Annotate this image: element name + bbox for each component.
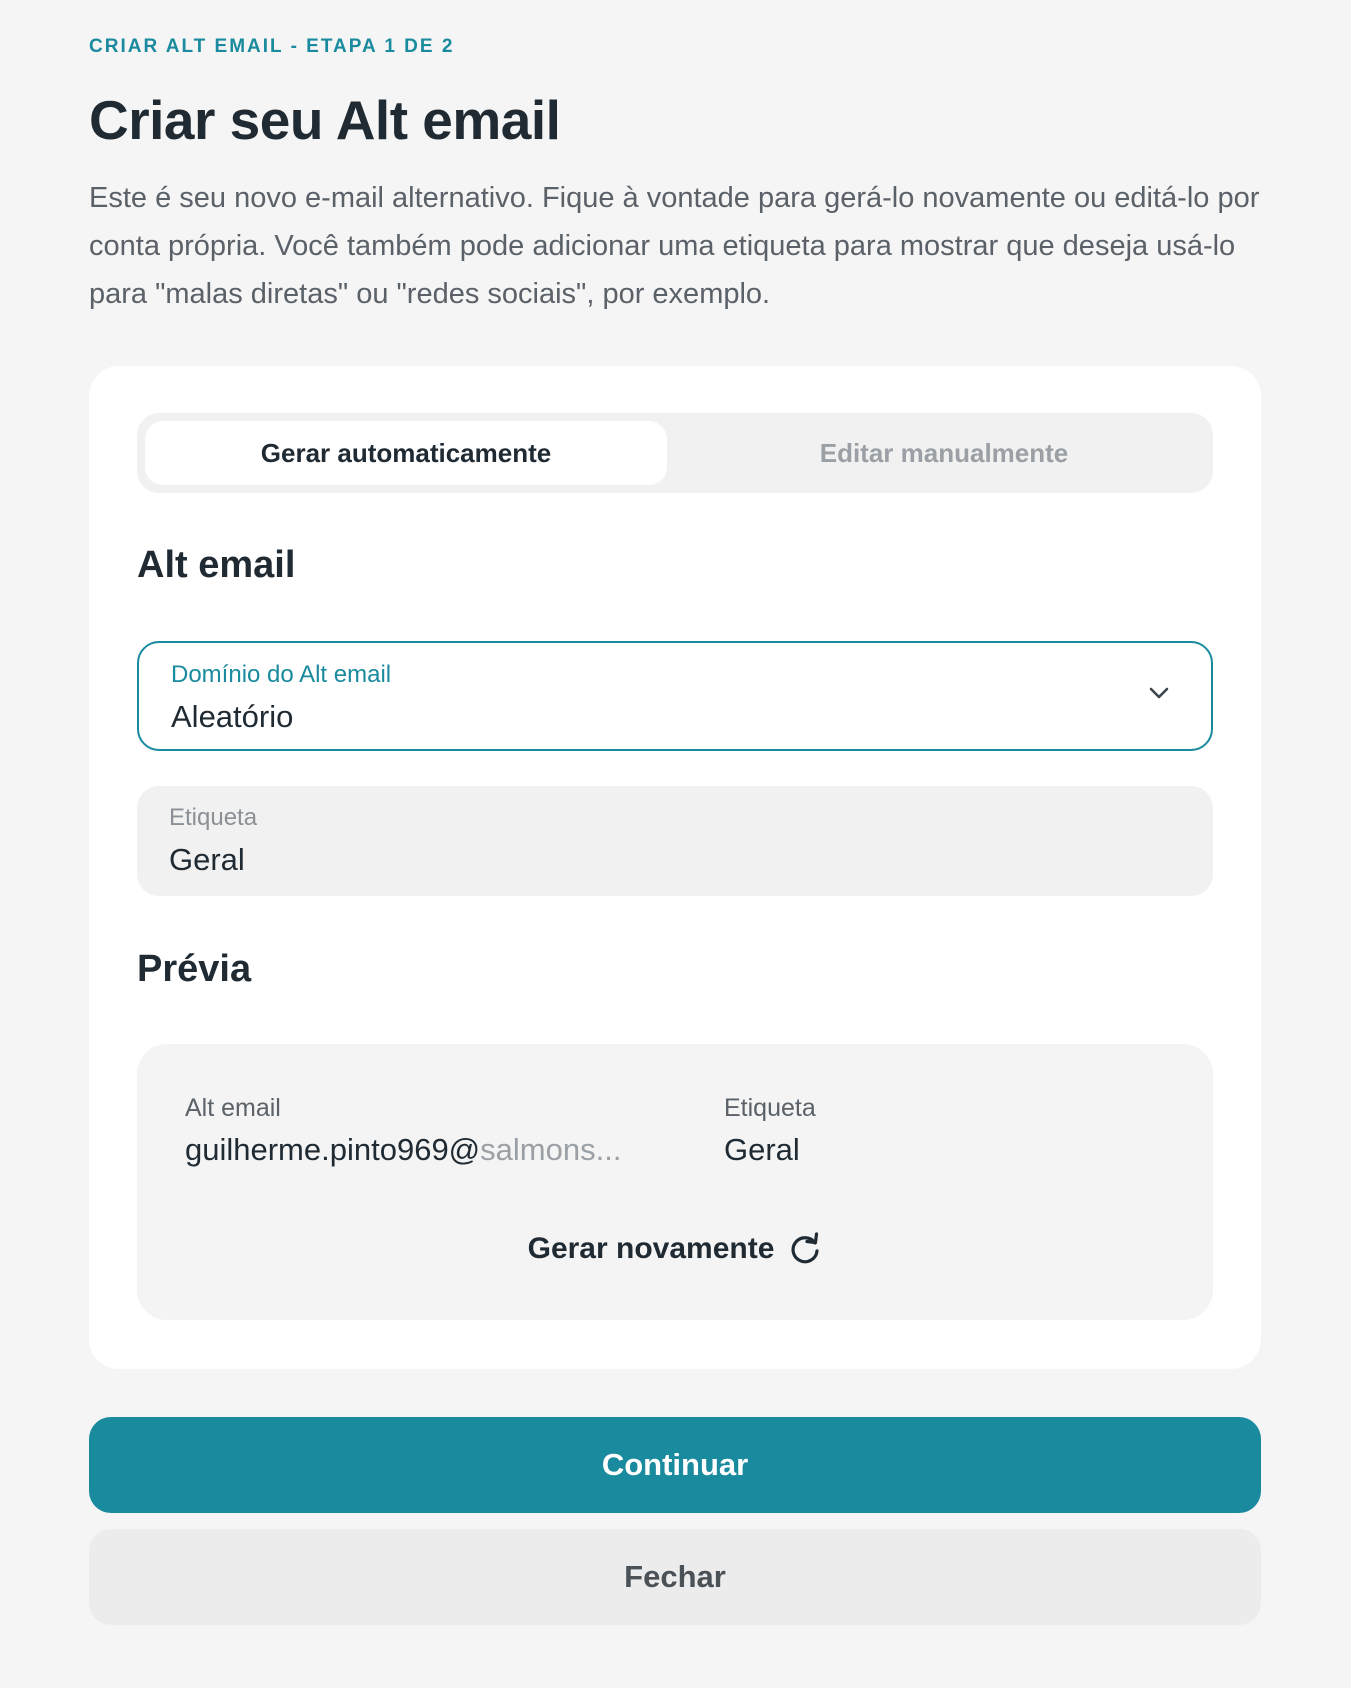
step-label: CRIAR ALT EMAIL - ETAPA 1 DE 2 bbox=[89, 36, 455, 57]
regenerate-label: Gerar novamente bbox=[527, 1232, 775, 1265]
chevron-down-icon bbox=[1147, 681, 1171, 705]
domain-select-label: Domínio do Alt email bbox=[171, 661, 392, 688]
page-description: Este é seu novo e-mail alternativo. Fique à vontade para gerá-lo novamente ou editá-lo por conta própria. Você também pode adicionar uma etiqueta para mostrar que deseja usá-lo para "malas diretas" ou "redes sociais", por exemplo. bbox=[89, 182, 1260, 310]
regenerate-button[interactable] bbox=[137, 1224, 1213, 1274]
continue-button[interactable]: Continuar bbox=[89, 1417, 1261, 1513]
preview-email-value bbox=[185, 1132, 621, 1168]
preview-tag-value: Geral bbox=[724, 1132, 800, 1167]
tag-input-value: Geral bbox=[169, 842, 245, 877]
tab-generate-automatically[interactable]: Gerar automaticamente bbox=[145, 421, 667, 485]
domain-select[interactable] bbox=[137, 641, 1213, 751]
refresh-icon bbox=[788, 1232, 822, 1266]
mode-tabs bbox=[137, 413, 1213, 493]
close-button[interactable]: Fechar bbox=[89, 1529, 1261, 1625]
preview-tag-label: Etiqueta bbox=[724, 1094, 816, 1122]
alt-email-card bbox=[89, 366, 1261, 1369]
tag-input[interactable] bbox=[137, 786, 1213, 896]
preview-email-label: Alt email bbox=[185, 1094, 281, 1122]
preview-section-title: Prévia bbox=[137, 948, 252, 990]
preview-email-local: guilherme.pinto969@ bbox=[185, 1132, 481, 1167]
alt-email-section-title: Alt email bbox=[137, 544, 296, 586]
domain-select-value: Aleatório bbox=[171, 699, 294, 734]
preview-box bbox=[137, 1044, 1213, 1320]
tag-input-label: Etiqueta bbox=[169, 804, 258, 831]
tab-edit-manually[interactable]: Editar manualmente bbox=[819, 437, 1069, 468]
page-title: Criar seu Alt email bbox=[89, 89, 561, 151]
preview-email-domain: salmons... bbox=[480, 1132, 622, 1167]
